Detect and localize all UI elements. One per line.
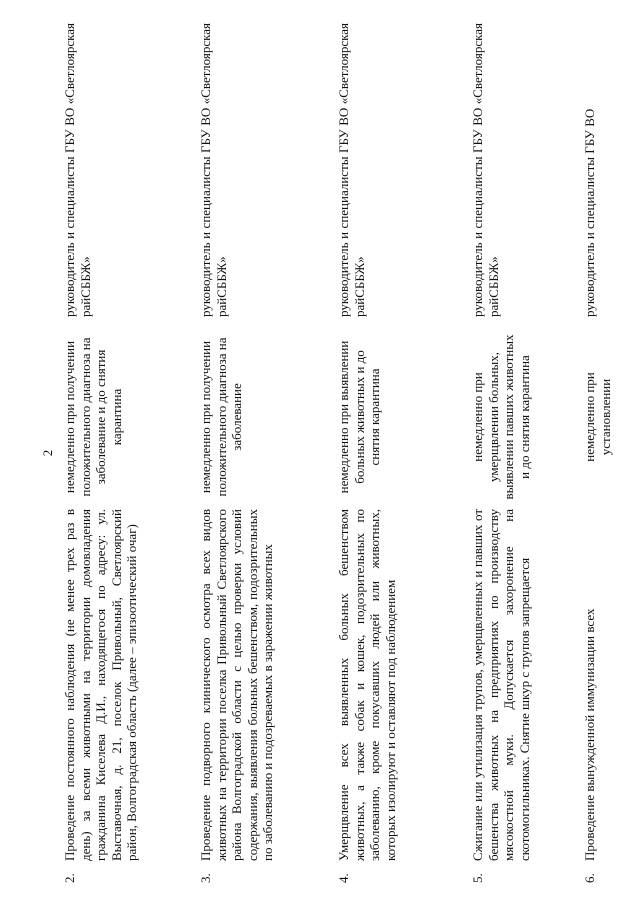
- measure-term: немедленно при установлении: [582, 372, 613, 462]
- row-number: 2.: [62, 873, 77, 883]
- row-number: 3.: [198, 873, 213, 883]
- measure-term: немедленно при получении положительного диагноза на заболевание и до снятия карантина: [62, 337, 124, 497]
- measure-description: Проведение постоянного наблюдения (не менее трех раз в день) за всеми животными на территории домовладения гражданина Киселева Д.И., находящегося по адресу: ул. Выставочная, д. 21, поселок Привольный, Светлоярский район, Волгоградская область (далее – эпизоотический очаг): [62, 509, 140, 861]
- measure-description: Проведение подворного клинического осмотра всех видов животных на территории поселка Привольный Светлоярского района Волгоградской области с целью проверки условий содержания, выявления больных бешенством, подозрительных по заболеванию и подозреваемых в заражении животных: [198, 509, 276, 861]
- row-number: 6.: [582, 873, 597, 883]
- measure-responsible: руководитель и специалисты ГБУ ВО «Светлоярская райСББЖ»: [470, 23, 501, 317]
- measure-responsible: руководитель и специалисты ГБУ ВО «Светлоярская райСББЖ»: [62, 23, 93, 317]
- measure-responsible: руководитель и специалисты ГБУ ВО «Светлоярская райСББЖ»: [198, 23, 229, 317]
- row-number: 5.: [470, 873, 485, 883]
- measure-term: немедленно при получении положительного диагноза на заболевание: [198, 337, 245, 497]
- measure-description: Сжигание или утилизация трупов, умерщвленных и павших от бешенства животных на предприятиях по производству мясокостной муки. Допускается захоронение на скотомогильниках. Снятие шкур с трупов запрещается: [470, 509, 532, 861]
- measure-responsible: руководитель и специалисты ГБУ ВО «Светлоярская райСББЖ»: [336, 23, 367, 317]
- measure-description: Умерщвление всех выявленных больных бешенством животных, а также собак и кошек, подозрительных по заболеванию, кроме покусавших людей или животных, которых изолируют и оставляют под наблюдением: [336, 509, 398, 861]
- measure-term: немедленно при умерщвлении больных, выявлении павших животных и до снятия карантина: [470, 334, 532, 500]
- rotated-page: [40, 23, 613, 883]
- measure-responsible: руководитель и специалисты ГБУ ВО: [582, 108, 597, 317]
- measure-description: Проведение вынужденной иммунизации всех: [582, 608, 597, 861]
- measure-term: немедленно при выявлении больных животных и до снятия карантина: [336, 340, 383, 494]
- page-number: 2: [40, 449, 55, 457]
- row-number: 4.: [336, 873, 351, 883]
